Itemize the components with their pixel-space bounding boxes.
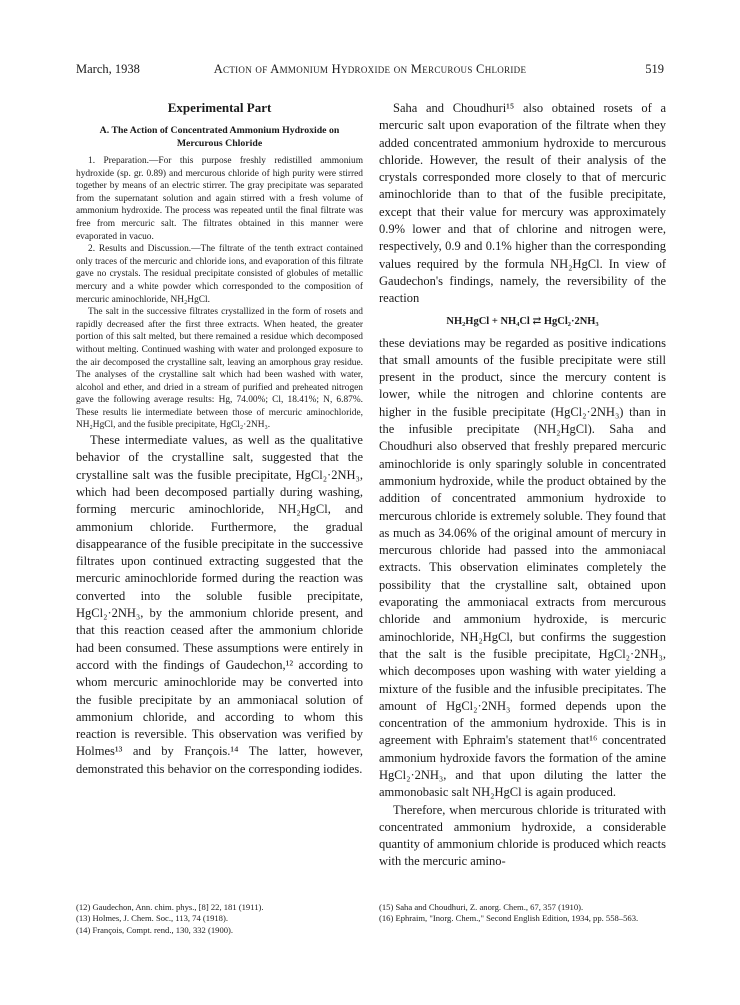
left-column: [76, 100, 363, 778]
footnotes-right: [379, 902, 666, 925]
paragraph-preparation: 1. Preparation.—For this purpose freshly redistilled ammonium hydroxide (sp. gr. 0.89) and mercurous chloride of high purity were stirred together by means of an electric stirrer. The gray precipitate was separated from the supernatant solution and again stirred with a fresh volume of ammonium hydroxide. The process was repeated until the final filtrate was free from mercuric salt. The filtrates obtained in this manner were evaporated in vacuo.: [76, 156, 363, 242]
footnote-12: (12) Gaudechon, Ann. chim. phys., [8] 22, 181 (1911).: [76, 902, 264, 912]
issue-date: March, 1938: [76, 62, 140, 76]
paragraph-results: 2. Results and Discussion.—The filtrate of the tenth extract contained only traces of the mercuric and chloride ions, and evaporation of this filtrate gave no crystals. The residual precipitate consisted of globules of metallic mercury and a white powder which corresponded to the composition of mercuric aminochloride, NH₂HgCl.: [76, 244, 363, 305]
paragraph-intermediate-values: These intermediate values, as well as the qualitative behavior of the crystalline salt, suggested that the crystalline salt was the fusible precipitate, HgCl₂·2NH₃, which had been decomposed partially during washing, forming mercuric aminochloride, NH₂HgCl, and ammonium chloride. Furthermore, the gradual disappearance of the fusible precipitate in the successive filtrates upon continued extracting suggested that the mercuric aminochloride formed during the reaction was converted into the soluble fusible precipitate, HgCl₂·2NH₃, by the ammonium chloride present, and that this reaction ceased after the ammonium chloride had been consumed. These assumptions were entirely in accord with the findings of Gaudechon,¹² according to whom mercuric aminochloride may be converted into the fusible precipitate by an ammoniacal solution of ammonium chloride, and according to whom this reaction is reversible. This observation was verified by Holmes¹³ and by François.¹⁴ The latter, however, demonstrated this behavior on the corresponding iodides.: [76, 433, 363, 776]
footnote-13: (13) Holmes, J. Chem. Soc., 113, 74 (1918).: [76, 913, 228, 924]
paragraph-therefore: Therefore, when mercurous chloride is triturated with concentrated ammonium hydroxide, a considerable quantity of ammonium chloride is produced which reacts with the mercuric amino-: [379, 802, 666, 869]
reaction-equation: NH₂HgCl + NH₄Cl ⇄ HgCl₂·2NH₃: [446, 315, 599, 327]
subsection-title: A. The Action of Concentrated Ammonium Hydroxide on Mercurous Chloride: [99, 125, 340, 149]
section-title: Experimental Part: [167, 100, 272, 115]
page-number: 519: [645, 62, 664, 76]
footnote-15: (15) Saha and Choudhuri, Z. anorg. Chem., 67, 357 (1910).: [379, 902, 584, 912]
footnote-16: (16) Ephraim, "Inorg. Chem.," Second English Edition, 1934, pp. 558–563.: [379, 913, 639, 924]
footnote-14: (14) François, Compt. rend., 130, 332 (1900).: [76, 924, 234, 935]
paragraph-salt-analysis: The salt in the successive filtrates crystallized in the form of rosets and rapidly decreased after the first three extracts. When heated, the greater portion of this salt melted, but there remained a residue which decomposed without melting. Continued washing with water and prolonged exposure to the air decomposed the crystalline salt, leaving an amorphous gray residue. The analyses of the crystalline salt which had been washed with water, alcohol and ether, and dried in a stream of purified and preheated nitrogen gave the following average results: Hg, 74.00%; Cl, 18.41%; N, 6.87%. These results lie intermediate between those of mercuric aminochloride, NH₂HgCl, and the fusible precipitate, HgCl₂·2NH₃.: [76, 307, 363, 431]
footnotes-left: [76, 902, 363, 936]
page-header: [76, 62, 664, 82]
running-title: Action of Ammonium Hydroxide on Mercurous Chloride: [213, 62, 527, 76]
paragraph-saha-choudhuri: Saha and Choudhuri¹⁵ also obtained rosets of a mercuric salt upon evaporation of the filtrate when they added concentrated ammonium hydroxide to mercurous chloride. However, the result of their analysis of the crystals corresponded more closely to that of mercuric aminochloride than to that of the fusible precipitate, except that their value for mercury was approximately 0.9% lower and that of chlorine and nitrogen were, respectively, 0.9 and 0.1% higher than the corresponding values required by the formula NH₂HgCl. In view of Gaudechon's findings, namely, the reversibility of the reaction: [379, 101, 666, 306]
right-column: [379, 100, 666, 871]
paragraph-deviations: these deviations may be regarded as positive indications that small amounts of the fusible precipitate were still present in the product, since the mercury content is lower, while the nitrogen and chlorine contents are higher in the fusible precipitate (HgCl₂·2NH₃) than in the infusible precipitate (NH₂HgCl). Saha and Choudhuri also observed that freshly prepared mercuric aminochloride is only sparingly soluble in concentrated ammonium hydroxide, while the product obtained by the addition of concentrated ammonium hydroxide to mercurous chloride is extremely soluble. They found that as much as 34.06% of the original amount of mercury in mercurous chloride had passed into the ammoniacal extracts. This observation eliminates completely the possibility that the crystalline salt, obtained upon evaporating the ammoniacal extracts from mercurous chloride and ammonium hydroxide, is mercuric aminochloride, NH₂HgCl, but confirms the suggestion that the salt is the fusible precipitate, HgCl₂·2NH₃, which decomposes upon washing with water yielding a mixture of the fusible and the infusible precipitates. The amount of HgCl₂·2NH₃ formed depends upon the concentration of the ammonium hydroxide. This is in agreement with Ephraim's statement that¹⁶ concentrated ammonium hydroxide favors the formation of the amine HgCl₂·2NH₃, and that upon diluting the latter the ammonobasic salt NH₂HgCl is again produced.: [379, 335, 666, 800]
